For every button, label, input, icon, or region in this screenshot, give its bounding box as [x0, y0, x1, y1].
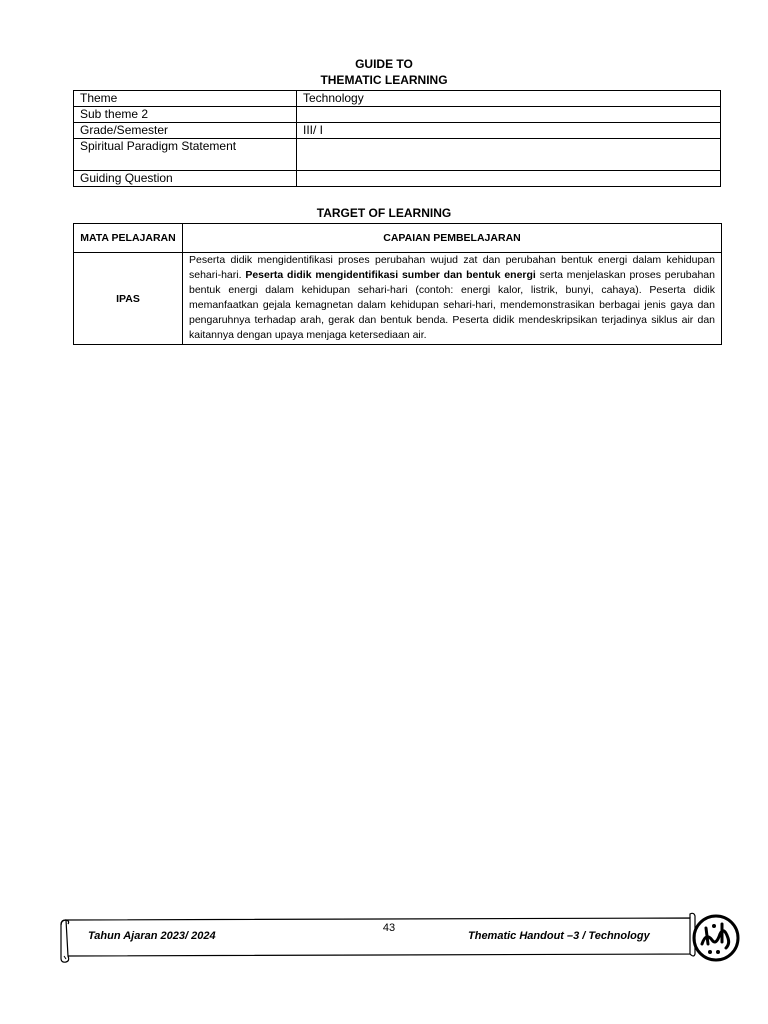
table-row	[74, 91, 721, 107]
subtheme-label: Sub theme 2	[74, 107, 297, 123]
target-table	[73, 223, 722, 345]
table-header-row	[74, 224, 722, 253]
grade-label: Grade/Semester	[74, 123, 297, 139]
subject-column-header: MATA PELAJARAN	[74, 224, 183, 253]
table-row	[74, 107, 721, 123]
desc-part2: serta menjelaskan proses perubahan bentuk energi dalam kehidupan sehari-hari (contoh: energi kalor, listrik, bunyi, cahaya). Peserta didik memanfaatkan gejala kemagnetan dalam kehidupan sehari-hari, mendemonstrasikan berbagai jenis gaya dan pengaruhnya terhadap arah, gerak dan bentuk benda. Peserta didik mendeskripsikan terjadinya siklus air dan kaitannya dengan upaya menjaga ketersediaan air.	[189, 269, 715, 341]
outcome-column-header: CAPAIAN PEMBELAJARAN	[183, 224, 722, 253]
desc-part1: Peserta didik mengidentifikasi proses perubahan wujud zat dan perubahan bentuk energi dalam kehidupan sehari-hari.	[189, 254, 715, 281]
target-title: TARGET OF LEARNING	[316, 206, 452, 220]
spiritual-value	[297, 139, 721, 171]
grade-value: III/ I	[297, 123, 721, 139]
footer-scroll	[58, 912, 698, 964]
theme-label: Theme	[74, 91, 297, 107]
guiding-label: Guiding Question	[74, 171, 297, 187]
spiritual-label: Spiritual Paradigm Statement	[74, 139, 297, 171]
page-number: 43	[382, 922, 396, 934]
table-row	[74, 171, 721, 187]
guiding-value	[297, 171, 721, 187]
outcome-description	[183, 253, 722, 345]
doc-title-line2: THEMATIC LEARNING	[320, 73, 448, 87]
info-table	[73, 90, 721, 187]
doc-title-line1: GUIDE TO	[355, 57, 413, 71]
desc-bold: Peserta didik mengidentifikasi sumber dan bentuk energi	[245, 269, 536, 281]
subject-cell: IPAS	[74, 253, 183, 345]
table-row	[74, 253, 722, 345]
table-row	[74, 123, 721, 139]
subtheme-value	[297, 107, 721, 123]
table-row	[74, 139, 721, 171]
footer-academic-year: Tahun Ajaran 2023/ 2024	[88, 930, 216, 942]
school-logo-icon	[692, 914, 740, 962]
theme-value: Technology	[297, 91, 721, 107]
footer-handout-title: Thematic Handout –3 / Technology	[468, 930, 650, 942]
